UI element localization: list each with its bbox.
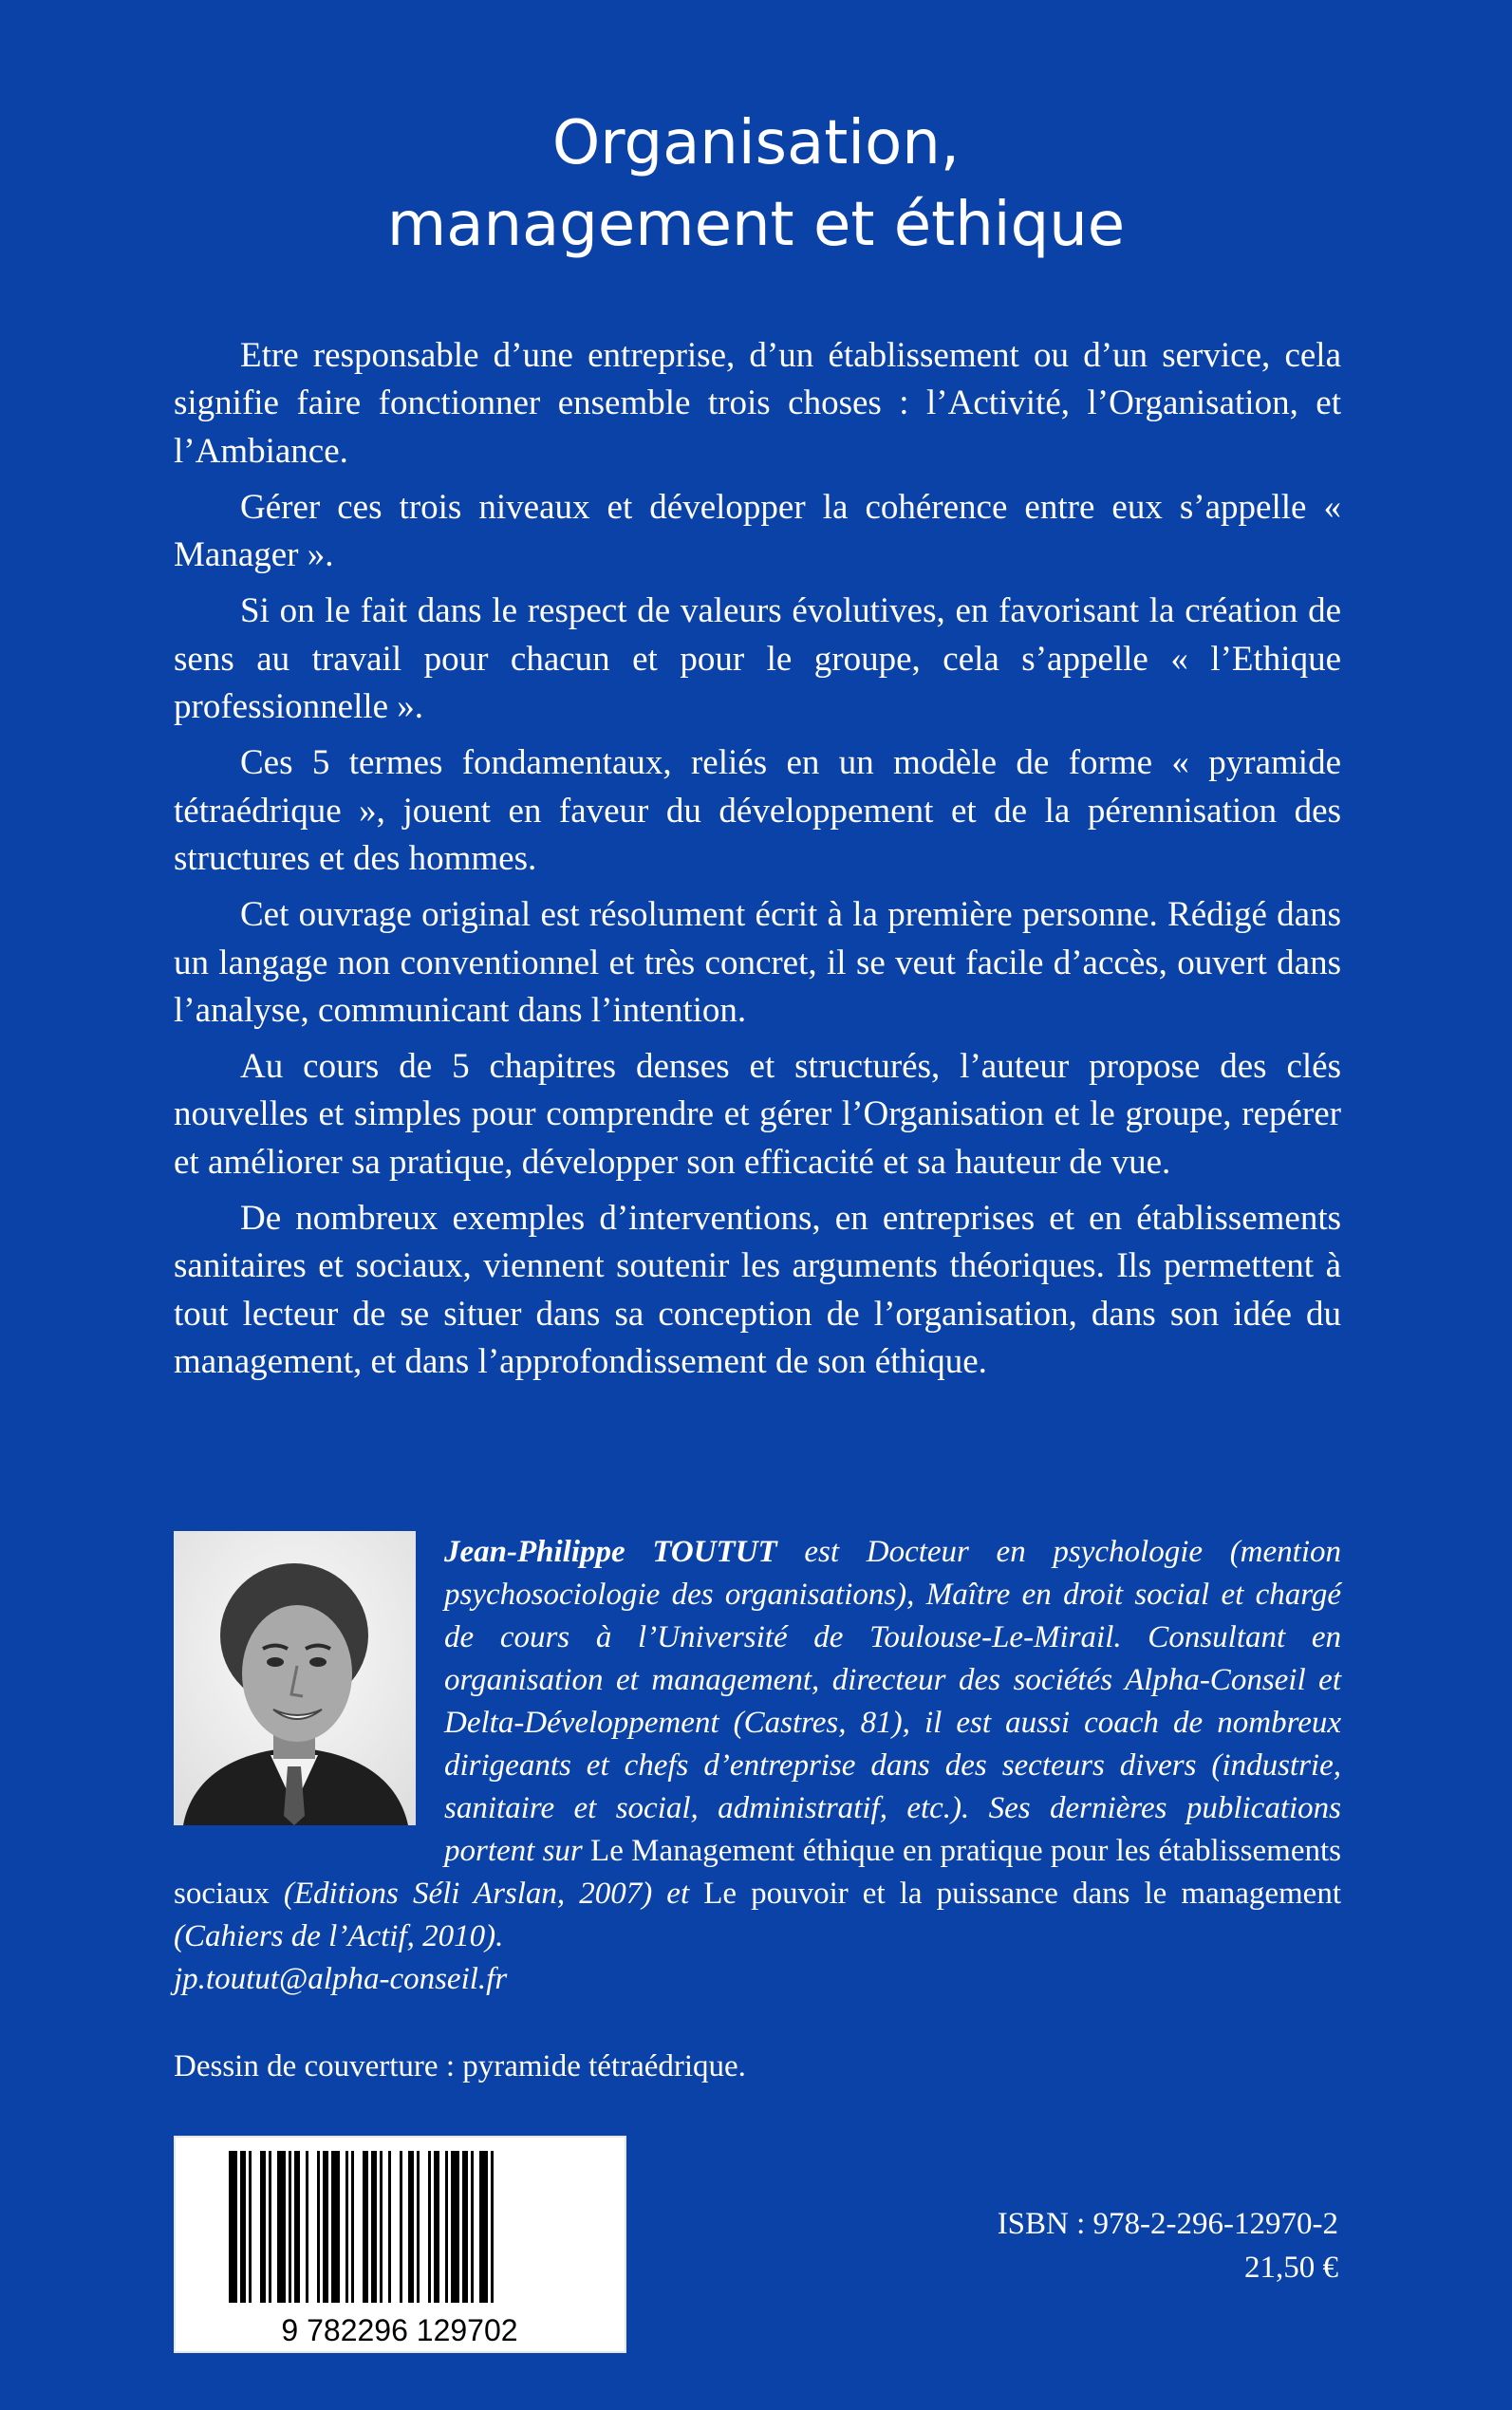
barcode-bar — [317, 2151, 320, 2303]
barcode-bar — [277, 2151, 286, 2303]
barcode-bar — [417, 2151, 420, 2303]
blurb-paragraph: De nombreux exemples d’interventions, en entreprises et en établissements sanitaires et sociaux, viennent soutenir les arguments théoriques. Ils permettent à tout lecteur de se situer dans sa conception de l’organisation, dans son idée du management, et dans l’approfondissement de son éthique. — [174, 1199, 1341, 1381]
barcode-bar — [462, 2151, 468, 2303]
barcode-bar — [479, 2151, 488, 2303]
barcode-bar — [363, 2151, 368, 2303]
blurb-paragraph: Au cours de 5 chapitres denses et structurés, l’auteur propose des clés nouvelles et simples pour comprendre et gérer l’Organisation et le groupe, repérer et améliorer sa pratique, développer son efficacité et sa hauteur de vue. — [174, 1047, 1341, 1182]
author-photo — [174, 1531, 416, 1825]
book-title — [0, 103, 1512, 266]
barcode-bar — [491, 2151, 494, 2303]
barcode-bar — [471, 2151, 474, 2303]
barcode — [174, 2136, 626, 2353]
barcode-bar — [306, 2151, 308, 2303]
barcode-bar — [380, 2151, 383, 2303]
blurb-paragraph: Si on le fait dans le respect de valeurs évolutives, en favorisant la création de sens au travail pour chacun et pour le groupe, cela s’appelle « l’Ethique professionnelle ». — [174, 591, 1341, 727]
blurb — [174, 332, 1341, 1394]
barcode-bar — [331, 2151, 340, 2303]
author-name: Jean-Philippe TOUTUT — [444, 1535, 777, 1569]
book-title-reference: Le pouvoir et la puissance dans le management — [703, 1877, 1341, 1911]
blurb-paragraph: Cet ouvrage original est résolument écrit à la première personne. Rédigé dans un langage non conventionnel et très concret, il se veut facile d’accès, ouvert dans l’analyse, communicant dans l’intention. — [174, 895, 1341, 1030]
price: 21,50 € — [1244, 2251, 1338, 2285]
barcode-bar — [260, 2151, 266, 2303]
barcode-digits: 9 782296 129702 — [281, 2313, 518, 2347]
author-bio-part: est Docteur en psychologie (mention psychosociologie des organisations), Maître en droit social et chargé de cours à l’Université de Toulouse-Le-Mirail. Consultant en organisation et management, directeur des sociétés Alpha-Conseil et Delta-Développement (Castres, 81), il est aussi coach de nombreux dirigeants et chefs d’entreprise dans des secteurs divers (industrie, sanitaire et social, administratif, etc.). Ses dernières publications portent sur — [444, 1535, 1341, 1868]
barcode-bar — [269, 2151, 271, 2303]
isbn: ISBN : 978-2-296-12970-2 — [997, 2207, 1338, 2241]
author-bio — [174, 1531, 1341, 2001]
barcode-bar — [229, 2151, 237, 2303]
barcode-bar — [388, 2151, 391, 2303]
book-title-line-2: management et éthique — [386, 190, 1126, 260]
barcode-bar — [289, 2151, 291, 2303]
blurb-paragraph: Gérer ces trois niveaux et développer la cohérence entre eux s’appelle « Manager ». — [174, 487, 1341, 575]
barcode-bar — [400, 2151, 402, 2303]
author-email: jp.toutut@alpha-conseil.fr — [174, 1962, 508, 1996]
barcode-bar — [323, 2151, 328, 2303]
barcode-bar — [294, 2151, 300, 2303]
barcode-bar — [249, 2151, 252, 2303]
barcode-bar — [428, 2151, 431, 2303]
book-title-line-1: Organisation, — [551, 108, 961, 178]
barcode-bar — [434, 2151, 439, 2303]
cover-credit: Dessin de couverture : pyramide tétraédrique. — [174, 2049, 746, 2083]
book-publisher-reference: (Cahiers de l’Actif, 2010). — [174, 1919, 504, 1953]
book-publisher-reference: (Editions Séli Arslan, 2007) et — [269, 1877, 704, 1911]
barcode-bar — [351, 2151, 354, 2303]
barcode-bars — [229, 2151, 494, 2303]
barcode-bar — [445, 2151, 448, 2303]
book-title-reference: Le Management éthique en pratique pour les établissements sociaux — [174, 1834, 1341, 1911]
blurb-paragraph: Etre responsable d’une entreprise, d’un établissement ou d’un service, cela signifie faire fonctionner ensemble trois choses : l’Activité, l’Organisation, et l’Ambiance. — [174, 336, 1341, 471]
barcode-bar — [371, 2151, 377, 2303]
barcode-bar — [240, 2151, 246, 2303]
barcode-bar — [408, 2151, 414, 2303]
blurb-paragraph: Ces 5 termes fondamentaux, reliés en un modèle de forme « pyramide tétraédrique », jouent en faveur du développement et de la pérennisation des structures et des hommes. — [174, 743, 1341, 878]
isbn-price — [998, 2202, 1338, 2289]
barcode-bar — [345, 2151, 348, 2303]
barcode-bar — [451, 2151, 459, 2303]
